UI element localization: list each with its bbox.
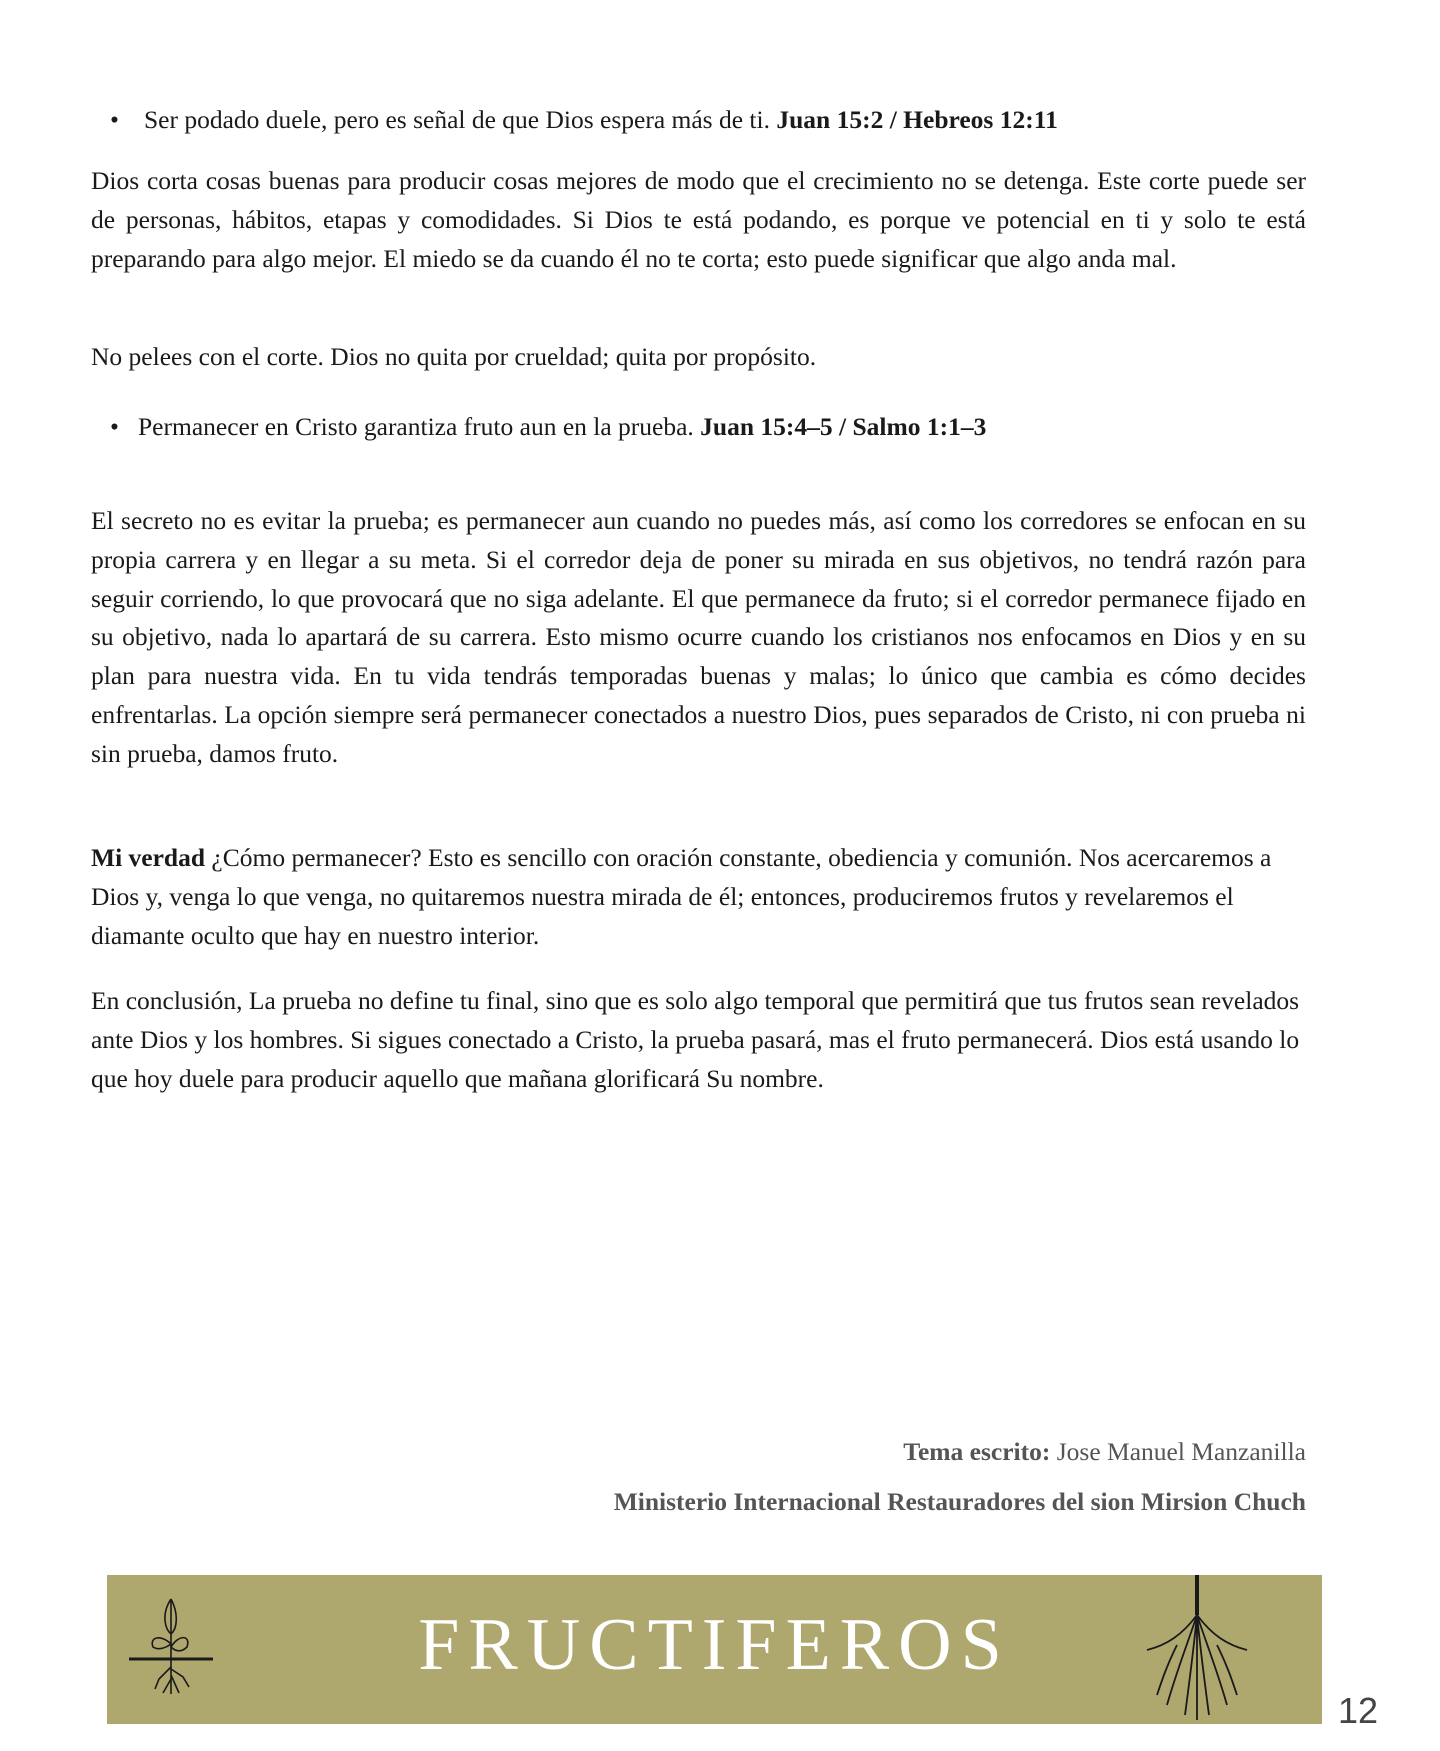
paragraph: El secreto no es evitar la prueba; es permanecer aun cuando no puedes más, así como los corredores se enfocan en su propia carrera y en llegar a su meta. Si el corredor deja de poner su mirada en sus objetivos, no tendrá razón para seguir corriendo, lo que provocará que no siga adelante. El que permanece da fruto; si el corredor permanece fijado en su objetivo, nada lo apartará de su carrera. Esto mismo ocurre cuando los cristianos nos enfocamos en Dios y en su plan para nuestra vida. En tu vida tendrás temporadas buenas y malas; lo único que cambia es cómo decides enfrentarlas. La opción siempre será permanecer conectados a nuestro Dios, pues separados de Cristo, ni con prueba ni sin prueba, damos fruto. [91,506,1306,768]
ministry-line [614,1487,1306,1517]
ministry-name: Ministerio Internacional Restauradores del sion Mirsion Chuch [613,1487,1306,1516]
footer-banner [107,1575,1322,1724]
banner-title: FRUCTIFEROS [418,1604,1011,1686]
paragraph-text: ¿Cómo permanecer? Esto es sencillo con oración constante, obediencia y comunión. Nos acercaremos a Dios y, venga lo que venga, no quitaremos nuestra mirada de él; entonces, produciremos frutos y revelaremos el diamante oculto que hay en nuestro interior. [91,843,1272,950]
author-name: Jose Manuel Manzanilla [1050,1437,1306,1466]
roots-icon [1137,1575,1257,1724]
bullet-dot: • [110,105,119,134]
paragraph [91,839,1306,955]
paragraph: No pelees con el corte. Dios no quita por crueldad; quita por propósito. [91,342,817,371]
bullet-item [110,101,1058,140]
author-label: Tema escrito: [903,1437,1051,1466]
paragraph: En conclusión, La prueba no define tu final, sino que es solo algo temporal que permitirá que tus frutos sean revelados ante Dios y los hombres. Si sigues conectado a Cristo, la prueba pasará, mas el fruto permanecerá. Dios está usando lo que hoy duele para producir aquello que mañana glorificará Su nombre. [91,986,1300,1093]
author-line [903,1437,1306,1467]
bible-reference: Juan 15:2 / Hebreos 12:11 [776,105,1058,134]
bullet-text: Ser podado duele, pero es señal de que Dios espera más de ti. [144,105,777,134]
bullet-text: Permanecer en Cristo garantiza fruto aun en la prueba. [138,412,701,441]
bullet-item [110,408,986,447]
bullet-dot: • [110,412,119,441]
paragraph: Dios corta cosas buenas para producir cosas mejores de modo que el crecimiento no se detenga. Este corte puede ser de personas, hábitos, etapas y comodidades. Si Dios te está podando, es porque ve potencial en ti y solo te está preparando para algo mejor. El miedo se da cuando él no te corta; esto puede significar que algo anda mal. [91,166,1306,273]
page-number: 12 [1338,1690,1379,1731]
paragraph-label: Mi verdad [91,843,206,872]
bible-reference: Juan 15:4–5 / Salmo 1:1–3 [700,412,987,441]
